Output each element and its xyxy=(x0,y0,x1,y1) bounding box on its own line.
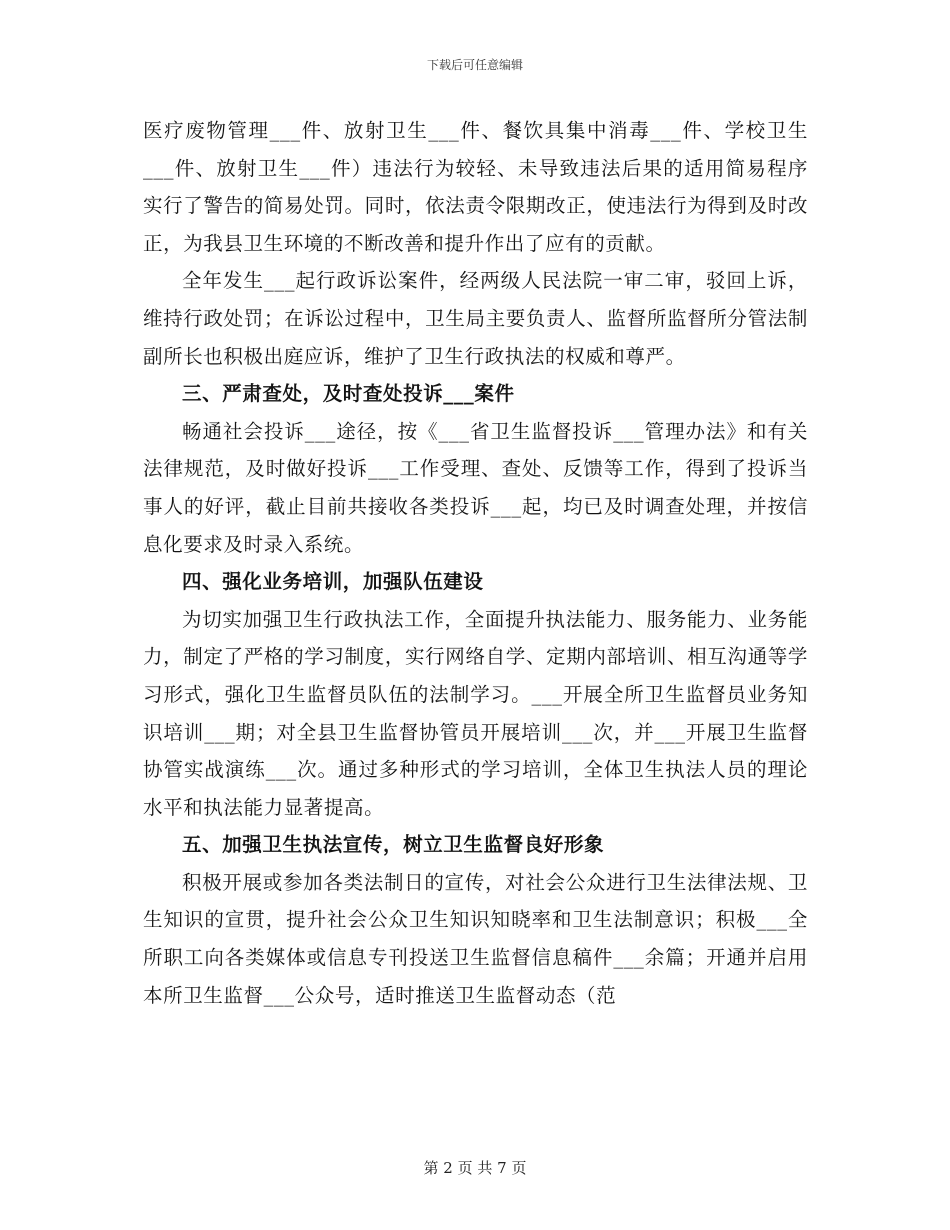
paragraph-litigation: 全年发生___起行政诉讼案件，经两级人民法院一审二审，驳回上诉，维持行政处罚；在诉讼过程中，卫生局主要负责人、监督所监督所分管法制副所长也积极出庭应诉，维护了卫生行政执法的权威和尊严。 xyxy=(143,269,808,368)
paragraph-violation-summary: 医疗废物管理___件、放射卫生___件、餐饮具集中消毒___件、学校卫生___件、放射卫生___件）违法行为较轻、未导致违法后果的适用简易程序实行了警告的简易处罚。同时，依法责令限期改正，使违法行为得到及时改正，为我县卫生环境的不断改善和提升作出了应有的贡献。 xyxy=(143,119,808,255)
section-heading-5: 五、加强卫生执法宣传，树立卫生监督良好形象 xyxy=(182,833,605,857)
paragraph-complaints: 畅通社会投诉___途径，按《___省卫生监督投诉___管理办法》和有关法律规范，及时做好投诉___工作受理、查处、反馈等工作，得到了投诉当事人的好评，截止目前共接收各类投诉___起，均已及时调查处理，并按信息化要求及时录入系统。 xyxy=(143,419,808,556)
document-body xyxy=(143,112,808,1014)
page-number: 第 2 页 共 7 页 xyxy=(423,1159,527,1177)
paragraph-training: 为切实加强卫生行政执法工作，全面提升执法能力、服务能力、业务能力，制定了严格的学习制度，实行网络自学、定期内部培训、相互沟通等学习形式，强化卫生监督员队伍的法制学习。___开展全所卫生监督员业务知识培训___期；对全县卫生监督协管员开展培训___次，并___开展卫生监督协管实战演练___次。通过多种形式的学习培训，全体卫生执法人员的理论水平和执法能力显著提高。 xyxy=(143,607,808,819)
paragraph-publicity: 积极开展或参加各类法制日的宣传，对社会公众进行卫生法律法规、卫生知识的宣贯，提升社会公众卫生知识知晓率和卫生法制意识；积极___全所职工向各类媒体或信息专刊投送卫生监督信息稿件___余篇；开通并启用本所卫生监督___公众号，适时推送卫生监督动态（范 xyxy=(143,870,808,1007)
section-heading-4: 四、强化业务培训，加强队伍建设 xyxy=(182,570,484,594)
section-heading-3: 三、严肃查处，及时查处投诉___案件 xyxy=(182,382,515,406)
page-header-note: 下载后可任意编辑 xyxy=(426,58,523,72)
